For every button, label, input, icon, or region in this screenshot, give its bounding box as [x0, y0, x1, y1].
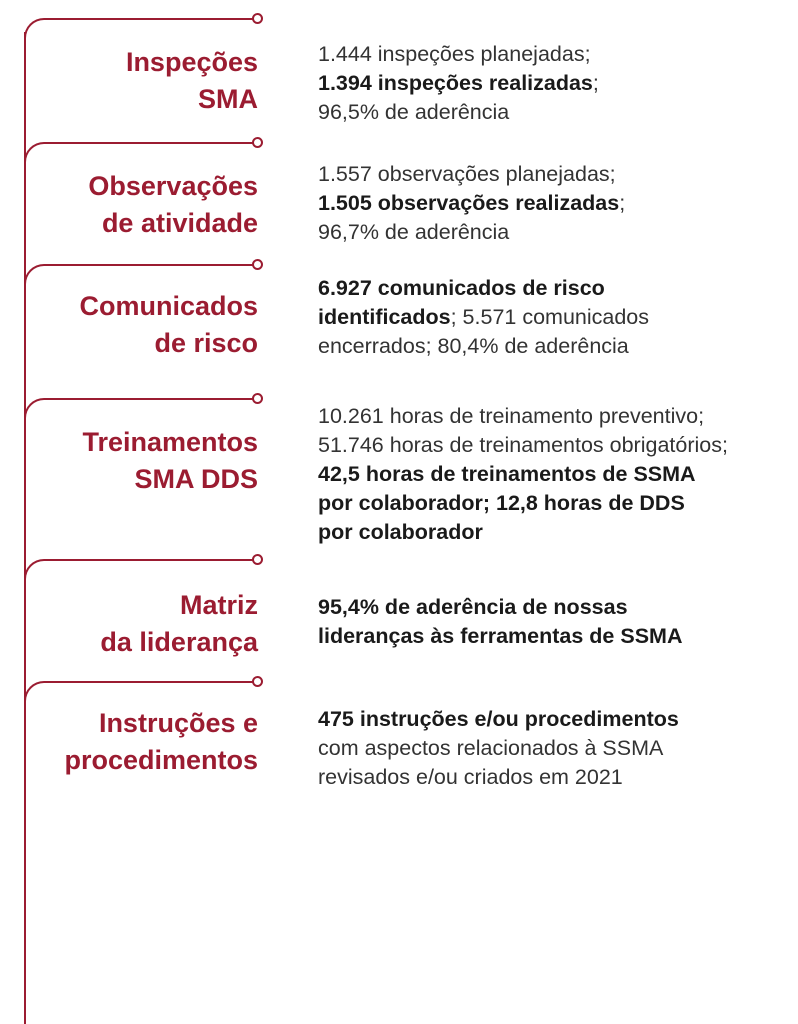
section-title-line: Treinamentos: [82, 427, 258, 457]
description-highlight: identificados: [318, 305, 451, 329]
section-title-line: Inspeções: [125, 47, 258, 77]
section-title: [8, 168, 258, 242]
description-highlight: por colaborador; 12,8 horas de DDS: [318, 491, 685, 515]
section-description: [318, 274, 788, 361]
timeline-connector: [24, 398, 256, 418]
section-title-line: de risco: [154, 328, 258, 358]
description-highlight: 42,5 horas de treinamentos de SSMA: [318, 462, 696, 486]
section-description: [318, 593, 788, 651]
timeline-connector: [24, 264, 256, 284]
description-highlight: lideranças às ferramentas de SSMA: [318, 624, 683, 648]
description-text: 96,7% de aderência: [318, 220, 510, 244]
description-text: 1.444 inspeções planejadas;: [318, 42, 591, 66]
description-text: ;: [592, 71, 599, 95]
timeline-dot-icon: [252, 259, 263, 270]
timeline-dot-icon: [252, 393, 263, 404]
section-title-line: da liderança: [100, 627, 258, 657]
section-title: [8, 44, 258, 118]
timeline-connector: [24, 142, 256, 162]
description-highlight: 6.927 comunicados de risco: [318, 276, 605, 300]
section-title-line: SMA: [198, 84, 258, 114]
section-title: [8, 424, 258, 498]
section-title-line: procedimentos: [64, 745, 258, 775]
timeline-dot-icon: [252, 13, 263, 24]
section-description: [318, 160, 788, 247]
section-title-line: de atividade: [101, 208, 258, 238]
section-description: [318, 705, 788, 792]
section-description: [318, 40, 788, 127]
description-highlight: por colaborador: [318, 520, 483, 544]
section-title-line: SMA DDS: [134, 464, 258, 494]
description-text: ;: [619, 191, 626, 215]
description-text: 10.261 horas de treinamento preventivo;: [318, 404, 705, 428]
timeline-dot-icon: [252, 137, 263, 148]
timeline-connector: [24, 559, 256, 579]
timeline-connector: [24, 18, 256, 38]
section-title: [8, 705, 258, 779]
section-title-line: Instruções e: [98, 708, 258, 738]
description-highlight: 95,4% de aderência de nossas: [318, 595, 628, 619]
timeline-dot-icon: [252, 554, 263, 565]
timeline-dot-icon: [252, 676, 263, 687]
section-title-line: Comunicados: [79, 291, 258, 321]
section-description: [318, 402, 788, 547]
description-text: 96,5% de aderência: [318, 100, 510, 124]
section-title: [8, 288, 258, 362]
description-text: 1.557 observações planejadas;: [318, 162, 616, 186]
description-highlight: 1.394 inspeções realizadas: [318, 71, 593, 95]
description-text: revisados e/ou criados em 2021: [318, 765, 623, 789]
description-text: 51.746 horas de treinamentos obrigatórios;: [318, 433, 728, 457]
description-highlight: 1.505 observações realizadas: [318, 191, 620, 215]
section-title-line: Matriz: [179, 590, 258, 620]
section-title-line: Observações: [88, 171, 258, 201]
section-title: [8, 587, 258, 661]
description-text: com aspectos relacionados à SSMA: [318, 736, 664, 760]
timeline-connector: [24, 681, 256, 701]
description-highlight: 475 instruções e/ou procedimentos: [318, 707, 679, 731]
description-text: encerrados; 80,4% de aderência: [318, 334, 629, 358]
description-text: ; 5.571 comunicados: [450, 305, 650, 329]
